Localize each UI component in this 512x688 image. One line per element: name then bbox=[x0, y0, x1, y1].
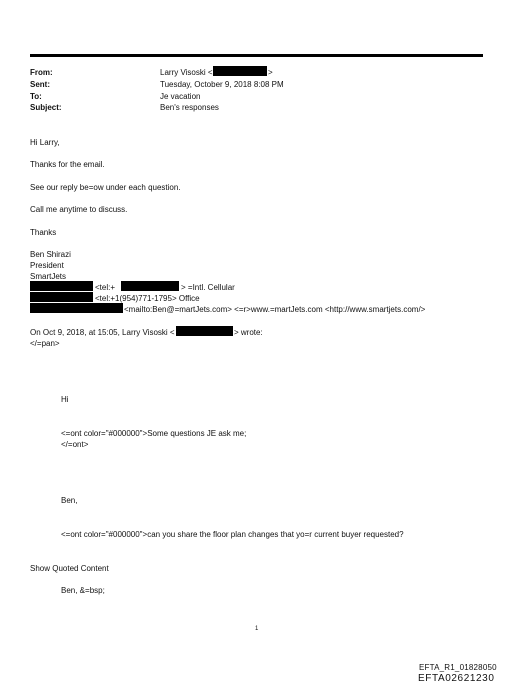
tel-2: <tel:+1(954)771-1795> Office bbox=[95, 294, 200, 303]
pan-tag: </=pan> bbox=[30, 339, 60, 348]
quote-header-prefix: On Oct 9, 2018, at 15:05, Larry Visoski < bbox=[30, 328, 175, 337]
signature-title: President bbox=[30, 261, 64, 270]
sent-value: Tuesday, October 9, 2018 8:08 PM bbox=[160, 80, 284, 89]
tel-1-prefix: <tel:+ bbox=[95, 283, 116, 292]
page-number: 1 bbox=[255, 626, 259, 632]
redaction-tel-1 bbox=[121, 281, 179, 291]
quoted-hi: Hi bbox=[61, 395, 69, 404]
bates-number-1: EFTA_R1_01828050 bbox=[419, 663, 497, 672]
redaction-from-email bbox=[213, 66, 267, 76]
quoted-ben-bsp: Ben, &=bsp; bbox=[61, 586, 105, 595]
quoted-question-2: <=ont color="#000000">can you share the floor plan changes that yo=r current buyer requested? bbox=[61, 530, 404, 539]
quoted-ben: Ben, bbox=[61, 496, 78, 505]
body-line-4: Thanks bbox=[30, 228, 57, 237]
subject-value: Ben's responses bbox=[160, 103, 219, 112]
to-value: Je vacation bbox=[160, 92, 201, 101]
body-line-3: Call me anytime to discuss. bbox=[30, 205, 128, 214]
body-line-2: See our reply be=ow under each question. bbox=[30, 183, 181, 192]
signature-name: Ben Shirazi bbox=[30, 250, 71, 259]
redaction-sig-2 bbox=[30, 292, 93, 302]
from-label: From: bbox=[30, 68, 53, 77]
to-label: To: bbox=[30, 92, 42, 101]
quoted-question-1-close: </=ont> bbox=[61, 440, 89, 449]
subject-label: Subject: bbox=[30, 103, 62, 112]
header-rule bbox=[30, 54, 483, 57]
quote-header-suffix: > wrote: bbox=[234, 328, 263, 337]
tel-1-suffix: > =Intl. Cellular bbox=[181, 283, 235, 292]
redaction-sig-1 bbox=[30, 281, 93, 291]
greeting: Hi Larry, bbox=[30, 138, 60, 147]
from-value: Larry Visoski < bbox=[160, 68, 213, 77]
from-tail: > bbox=[268, 68, 273, 77]
quoted-question-1: <=ont color="#000000">Some questions JE ask me; bbox=[61, 429, 247, 438]
show-quoted-content[interactable]: Show Quoted Content bbox=[30, 564, 109, 573]
signature-company: SmartJets bbox=[30, 272, 67, 281]
mail-line: <mailto:Ben@=martJets.com> <=r>www.=martJets.com <http://www.smartjets.com/> bbox=[124, 305, 426, 314]
redaction-sig-3 bbox=[30, 303, 123, 313]
body-line-1: Thanks for the email. bbox=[30, 160, 105, 169]
redaction-quote-email bbox=[176, 326, 233, 336]
bates-number-2: EFTA02621230 bbox=[418, 673, 495, 684]
sent-label: Sent: bbox=[30, 80, 50, 89]
